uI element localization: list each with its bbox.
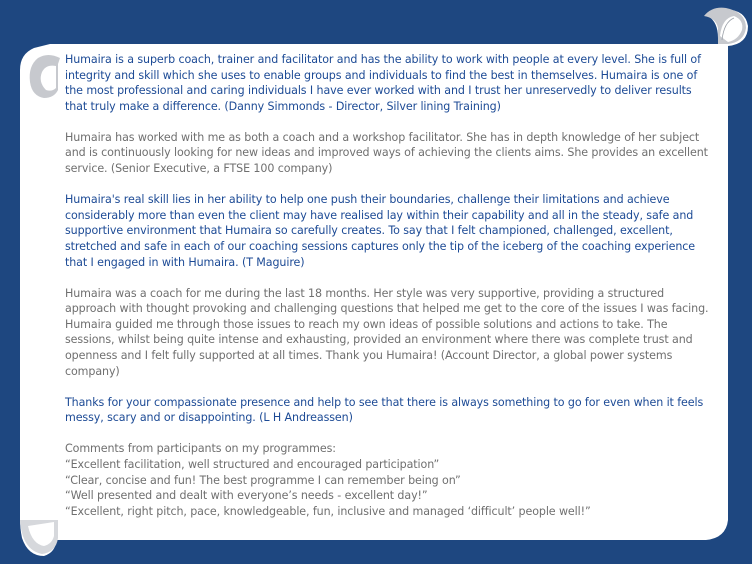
- comment-item: “Excellent, right pitch, pace, knowledgeable, fun, inclusive and managed ‘difficult’ people well!”: [65, 504, 591, 518]
- comment-item: “Well presented and dealt with everyone’s needs - excellent day!”: [65, 489, 428, 503]
- testimonial-account-director: Humaira was a coach for me during the last 18 months. Her style was very supportive, providing a structured approach with thought provoking and challenging questions that helped me get to the core of the issues I was facing. Humaira guided me through those issues to reach my own ideas of possible solutions and actions to take. The sessions, whilst being quite intense and exhausting, provided an environment where there was complete trust and openness and I felt fully supported at all times. Thank you Humaira! (Account Director, a global power systems company): [65, 286, 709, 378]
- comments-heading: Comments from participants on my programmes:: [65, 442, 336, 456]
- testimonial-senior-executive: Humaira has worked with me as both a coach and a workshop facilitator. She has in depth knowledge of her subject and is continuously looking for new ideas and improved ways of achieving the clients aims. She provides an excellent service. (Senior Executive, a FTSE 100 company): [65, 130, 708, 176]
- testimonials-content: [65, 52, 715, 519]
- testimonial-lh-andreassen: Thanks for your compassionate presence and help to see that there is always something to go for even when it feels messy, scary and or disappointing. (L H Andreassen): [65, 395, 704, 425]
- testimonial-t-maguire: Humaira's real skill lies in her ability to help one push their boundaries, challenge their limitations and achieve considerably more than even the client may have realised lay within their capability and all in the steady, safe and supportive environment that Humaira so carefully creates. To say that I felt championed, challenged, excellent, stretched and safe in each of our coaching sessions captures only the tip of the iceberg of the coaching experience that I engaged in with Humaira. (T Maguire): [65, 193, 695, 269]
- comment-item: “Clear, concise and fun! The best programme I can remember being on”: [65, 473, 461, 487]
- bottom-curl-icon: [20, 520, 58, 554]
- testimonial-danny-simmonds: Humaira is a superb coach, trainer and facilitator and has the ability to work with people at every level. She is full of integrity and skill which she uses to enable groups and individuals to find the best in themselves. Humaira is one of the most professional and caring individuals I have ever worked with and I trust her unreservedly to deliver results that truly make a difference. (Danny Simmonds - Director, Silver lining Training): [65, 53, 701, 113]
- comment-item: “Excellent facilitation, well structured and encouraged participation”: [65, 457, 440, 471]
- participant-comments: [65, 441, 715, 519]
